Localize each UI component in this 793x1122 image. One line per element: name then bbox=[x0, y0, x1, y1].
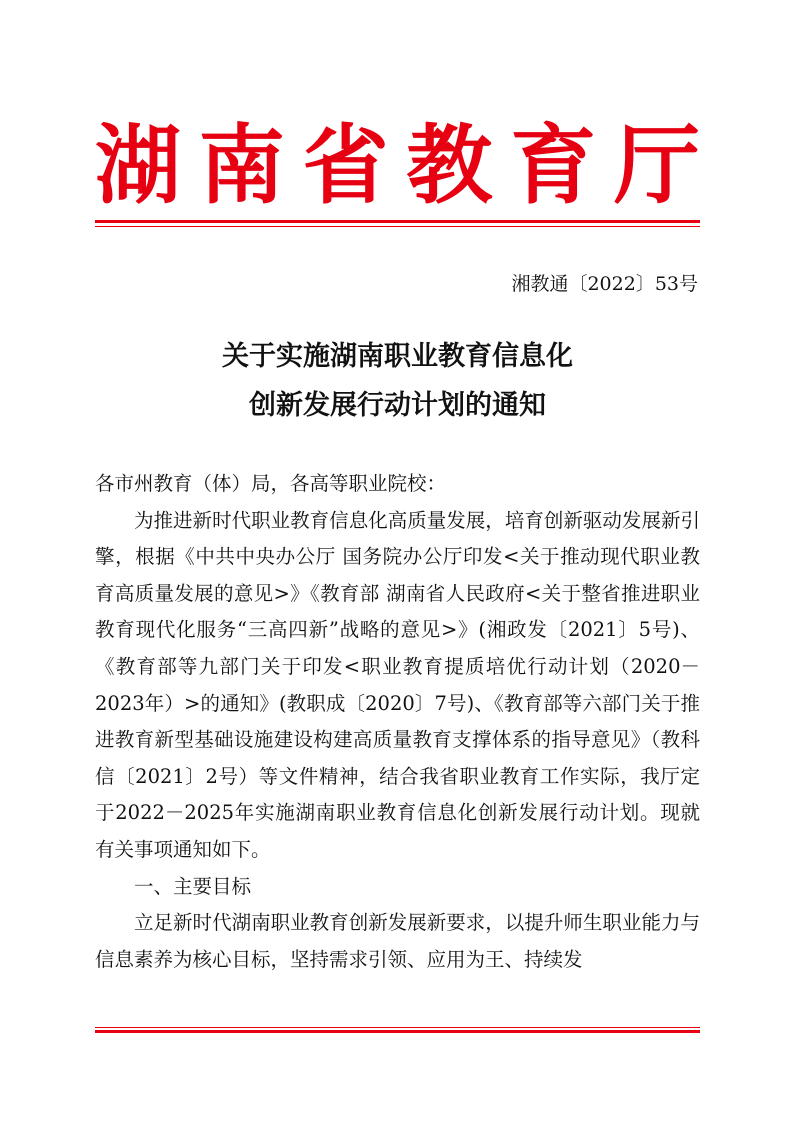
header-rule-thin bbox=[95, 226, 700, 227]
document-title-line-2: 创新发展行动计划的通知 bbox=[249, 390, 546, 421]
masthead-char: 育 bbox=[510, 114, 597, 216]
issuer-masthead bbox=[95, 114, 700, 216]
salutation: 各市州教育（体）局，各高等职业院校： bbox=[95, 472, 447, 495]
document-body bbox=[95, 466, 700, 978]
masthead-char: 教 bbox=[406, 114, 493, 216]
footer-rule-thick bbox=[95, 1030, 700, 1033]
footer-rule-thin bbox=[95, 1027, 700, 1028]
document-title-line-1: 关于实施湖南职业教育信息化 bbox=[222, 341, 573, 372]
header-rule-thick bbox=[95, 220, 700, 223]
masthead-char: 省 bbox=[302, 114, 389, 216]
body-paragraph: 立足新时代湖南职业教育创新发展新要求，以提升师生职业能力与信息素养为核心目标，坚持需求引领、应用为王、持续发 bbox=[95, 911, 700, 971]
masthead-char: 南 bbox=[198, 114, 285, 216]
masthead-char: 厅 bbox=[613, 114, 700, 216]
body-paragraph: 为推进新时代职业教育信息化高质量发展，培育创新驱动发展新引擎，根据《中共中央办公厅 国务院办公厅印发<关于推动现代职业教育高质量发展的意见>》《教育部 湖南省人民政府<关于整省推进职业教育现代化服务“三高四新”战略的意见>》(湘政发〔2021〕5号)、《教育部等九部门关于印发<职业教育提质培优行动计划（2020－2023年）>的通知》(教职成〔2020〕7号)、《教育部等六部门关于推进教育新型基础设施建设构建高质量教育支撑体系的指导意见》（教科信〔2021〕2号）等文件精神，结合我省职业教育工作实际，我厅定于2022－2025年实施湖南职业教育信息化创新发展行动计划。现就有关事项通知如下。 bbox=[95, 508, 700, 861]
masthead-char: 湖 bbox=[95, 114, 181, 216]
section-heading: 一、主要目标 bbox=[134, 874, 252, 898]
document-number: 湘教通〔2022〕53号 bbox=[511, 273, 698, 295]
